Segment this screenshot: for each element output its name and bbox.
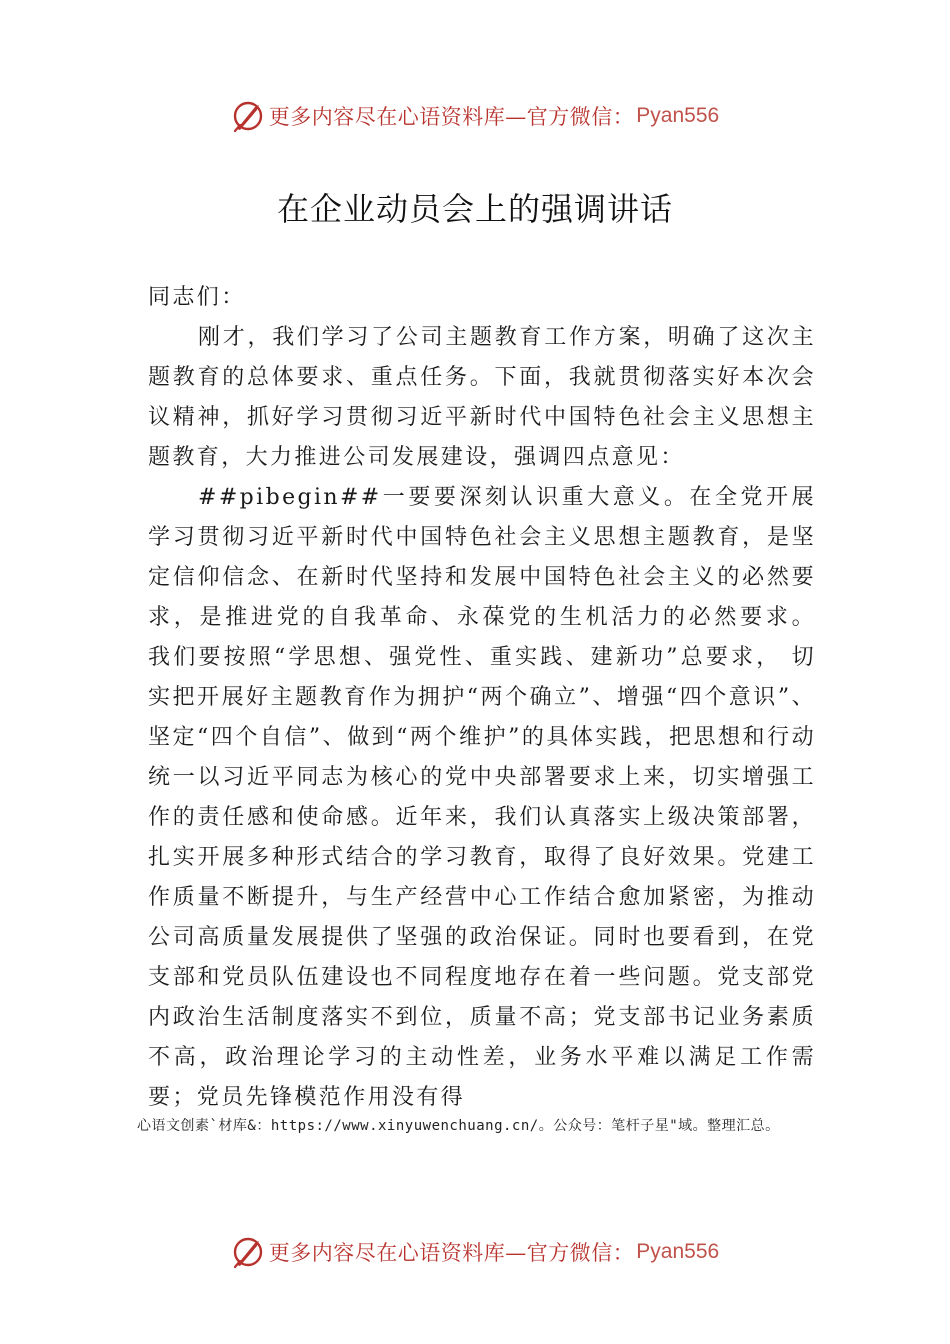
- banner-text: 更多内容尽在心语资料库—官方微信：: [268, 105, 635, 129]
- source-footnote: 心语文创素`材库&：https://www.xinyuwenchuang.cn/。公众号：笔杆子星"域。整理汇总。: [137, 1118, 780, 1134]
- document-body: [148, 278, 816, 1118]
- quill-pen-logo-icon: [231, 1235, 265, 1269]
- paragraph-2: ##pibegin##一要要深刻认识重大意义。在全党开展学习贯彻习近平新时代中国特色社会主义思想主题教育，是坚定信仰信念、在新时代坚持和发展中国特色社会主义的必然要求，是推进党的自我革命、永葆党的生机活力的必然要求。 我们要按照“学思想、强党性、重实践、建新功”总要求， 切实把开展好主题教育作为拥护“两个确立”、增强“四个意识”、坚定“四个自信”、做到“两个维护”的具体实践，把思想和行动统一以习近平同志为核心的党中央部署要求上来，切实增强工作的责任感和使命感。近年来，我们认真落实上级决策部署，扎实开展多种形式结合的学习教育，取得了良好效果。党建工作质量不断提升，与生产经营中心工作结合愈加紧密，为推动公司高质量发展提供了坚强的政治保证。同时也要看到，在党支部和党员队伍建设也不同程度地存在着一些问题。党支部党内政治生活制度落实不到位，质量不高；党支部书记业务素质不高，政治理论学习的主动性差，业务水平难以满足工作需要；党员先锋模范作用没有得: [148, 485, 816, 1110]
- header-banner: [0, 96, 950, 136]
- banner-wechat-id: Pyan556: [636, 1240, 720, 1263]
- banner-text: 更多内容尽在心语资料库—官方微信：: [268, 1241, 635, 1265]
- footer-banner: [0, 1232, 950, 1272]
- quill-pen-logo-icon: [231, 99, 265, 133]
- paragraph-1: 刚才，我们学习了公司主题教育工作方案，明确了这次主题教育的总体要求、重点任务。下面，我就贯彻落实好本次会议精神，抓好学习贯彻习近平新时代中国特色社会主义思想主题教育，大力推进公司发展建设，强调四点意见：: [148, 325, 816, 470]
- banner-wechat-id: Pyan556: [636, 104, 720, 127]
- document-title: 在企业动员会上的强调讲话: [276, 190, 673, 228]
- salutation: 同志们：: [148, 285, 246, 310]
